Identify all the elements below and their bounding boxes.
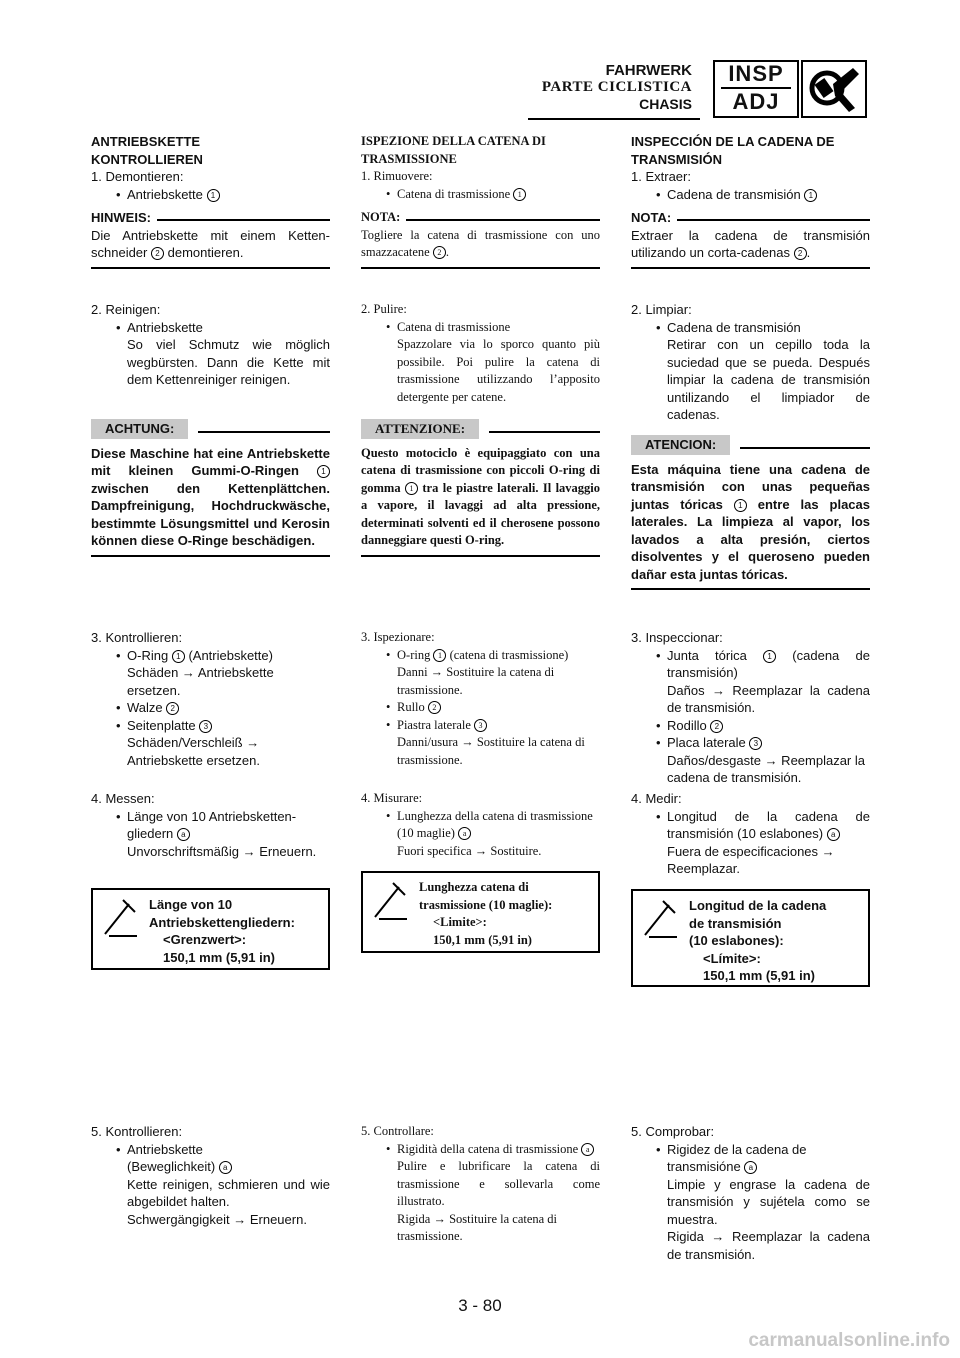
watermark: carmanualsonline.info <box>748 1330 950 1351</box>
wrench-icon <box>801 60 867 118</box>
text: Extraer la cadena de transmisión utilizando un corta-cadenas <box>631 227 870 260</box>
text: 2 <box>433 246 446 259</box>
text: Rullo <box>397 700 425 714</box>
list-item <box>361 808 600 843</box>
text: demontieren. <box>167 245 244 260</box>
text: 1 <box>405 482 418 495</box>
step-3: 3. Inspeccionar: <box>631 630 723 645</box>
text: (Antriebskette) <box>188 647 273 663</box>
list-item: • Antriebskette <box>91 319 330 337</box>
text: Länge von 10 <box>149 897 233 912</box>
insp-adj-badge <box>713 60 799 118</box>
list-item: • Catena di trasmissione <box>361 319 600 337</box>
step-3: 3. Kontrollieren: <box>91 630 183 645</box>
step-4: 4. Messen: <box>91 791 155 806</box>
badge-top-text: INSP <box>728 61 784 86</box>
text: (catena di trasmissione) <box>449 647 569 662</box>
caliper-icon <box>369 879 413 923</box>
list-item <box>361 1141 600 1159</box>
section-heading: ISPEZIONE DELLA CATENA DI <box>361 134 546 148</box>
step-1: 1. Demontieren: <box>91 169 184 184</box>
text: Rigida → Reemplazar la cadena de transmisión. <box>667 1229 870 1262</box>
text: Daños/desgaste → Reemplazar la cadena de transmisión. <box>667 752 865 785</box>
step-1: 1. Extraer: <box>631 169 691 184</box>
step-text: Spazzolare via lo sporco quanto più possibile. Poi pulire la catena di trasmissione utilizzando l’apposito detergente per catene. <box>397 337 600 404</box>
text: Fuori specifica → Sostituire. <box>397 843 542 858</box>
text: 1 <box>172 650 185 663</box>
text: Cadena de transmisión <box>667 186 801 202</box>
step-2: 2. Pulire: <box>361 302 407 316</box>
text: 3 <box>474 719 487 732</box>
spec-box <box>91 888 330 970</box>
text: . <box>445 245 449 259</box>
step-text: Kette reinigen, schmieren und wie abgebildet halten. <box>127 1176 330 1209</box>
text: entre las placas laterales. La limpieza al vapor, los lavados a alta presión, ciertos disolventes y el queroseno pueden dañar esta juntas tóricas. <box>631 496 870 582</box>
text: Diese Maschine hat eine Antriebskette mit kleinen Gummi-O-Ringen <box>91 445 330 478</box>
text: Piastra laterale <box>397 717 471 732</box>
section-heading: ANTRIEBSKETTE <box>91 134 201 149</box>
text: Rigidità della catena di trasmissione <box>397 1141 579 1156</box>
text: Antriebskettengliedern: <box>149 914 295 930</box>
list-item <box>91 186 330 204</box>
step-1: 1. Rimuovere: <box>361 169 433 183</box>
callout-marker: 1 <box>317 465 330 478</box>
callout-marker: 2 <box>151 247 164 260</box>
list-item <box>631 717 870 735</box>
text: zwischen den Kettenplättchen. Dampfreinigung, Hochdruckwäsche, bestimmte Lösungsmittel und Kerosin können diese O-Ringe beschädigen. <box>91 480 330 548</box>
text: a <box>458 827 471 840</box>
text: Walze <box>127 700 163 715</box>
caliper-icon <box>639 897 683 941</box>
text: Limpie y engrase la cadena de transmisión y sujétela como se muestra. <box>667 1176 870 1227</box>
text: Antriebskette <box>127 186 203 202</box>
step-text: Retirar con un cepillo toda la suciedad que se pueda. Después limpiar la cadena de transmisión untilizando el limpiador de cadenas. <box>667 337 870 422</box>
step-4: 4. Misurare: <box>361 791 423 805</box>
text: <Límite>: <box>703 950 761 966</box>
text: O-Ring <box>127 647 169 663</box>
text: trasmissione (10 maglie): <box>419 897 553 912</box>
text: 3 <box>749 737 762 750</box>
text: Questo motociclo è equipaggiato con una catena di trasmissione con piccoli O-ring di gomma <box>361 445 600 495</box>
text: schneider <box>91 245 148 260</box>
text: Seitenplatte <box>127 717 196 733</box>
chapter-title-it: PARTE CICLISTICA <box>541 79 692 95</box>
section-heading: INSPECCIÓN DE LA CADENA DE <box>631 134 835 149</box>
text: Junta tórica <box>667 647 747 663</box>
text: <Limite>: <box>433 915 487 929</box>
text: 2 <box>428 701 441 714</box>
text: 3 <box>199 720 212 733</box>
badge-bottom-text: ADJ <box>732 89 780 114</box>
list-item <box>361 186 600 204</box>
list-item <box>631 647 870 682</box>
section-heading: KONTROLLIEREN <box>91 151 203 167</box>
text: (cadena de transmisión) <box>667 647 870 680</box>
chapter-titles <box>542 62 692 113</box>
text: 1 <box>763 650 776 663</box>
text: a <box>219 1161 232 1174</box>
note-label: HINWEIS: <box>91 210 151 225</box>
text: Die Antriebskette mit einem Ketten- <box>91 227 330 243</box>
text: Länge von 10 Antriebsketten-gliedern <box>127 808 297 841</box>
text: (10 eslabones): <box>689 933 784 948</box>
text: de transmisión <box>689 915 782 931</box>
list-item <box>361 647 600 665</box>
list-item <box>91 647 330 665</box>
step-text: Schäden/Verschleiß → Antriebskette ersetzen. <box>127 735 260 768</box>
text: . <box>806 245 811 260</box>
text: (Beweglichkeit) <box>127 1159 216 1174</box>
text: Longitud de la cadena <box>689 898 827 913</box>
list-item: • Antriebskette <box>91 1141 330 1159</box>
list-item <box>361 717 600 735</box>
warning-box <box>631 435 870 590</box>
text: Esta máquina tiene una cadena de transmisión con unas pequeñas juntas tóricas <box>631 461 870 512</box>
list-item <box>631 808 870 843</box>
text: 1 <box>804 189 817 202</box>
step-text: So viel Schmutz wie möglich wegbürsten. Dann die Kette mit dem Kettenreiniger reinigen. <box>127 337 330 387</box>
text: a <box>177 828 190 841</box>
step-5: 5. Controllare: <box>361 1124 434 1138</box>
text: NOTA: <box>361 210 401 224</box>
spec-box <box>361 871 600 953</box>
text: 1 <box>433 649 446 662</box>
step-2: 2. Limpiar: <box>631 302 692 317</box>
text: a <box>827 828 840 841</box>
text: 2 <box>710 720 723 733</box>
text: Danni → Sostituire la catena di trasmissione. <box>397 665 555 697</box>
warning-label: ACHTUNG: <box>91 419 188 439</box>
text: 1 <box>513 188 526 201</box>
text: tra le piastre laterali. Il lavaggio a vapore, il lavaggi ad alta pressione, determinati solventi ed il cherosene possono danneggiare questi O-ring. <box>361 480 601 547</box>
list-item <box>361 699 600 717</box>
text: Catena di trasmissione <box>397 186 511 201</box>
spec-box <box>631 889 870 987</box>
warning-box <box>91 419 330 557</box>
section-heading: TRANSMISIÓN <box>631 151 722 167</box>
header-rule <box>528 118 700 120</box>
list-item <box>91 808 330 843</box>
text: Lunghezza della catena di trasmissione (10 maglie) <box>397 808 593 840</box>
chapter-title-es: CHASIS <box>639 96 692 112</box>
list-item: • Cadena de transmisión <box>631 319 870 337</box>
text: NOTA: <box>631 210 672 225</box>
list-item <box>91 717 330 735</box>
text: <Grenzwert>: <box>163 932 247 947</box>
list-item <box>91 699 330 717</box>
text: Fuera de especificaciones → Reemplazar. <box>667 843 835 876</box>
step-5: 5. Kontrollieren: <box>91 1124 183 1139</box>
step-text: Unvorschriftsmäßig → Erneuern. <box>127 843 317 859</box>
list-item <box>631 734 870 752</box>
text: 150,1 mm (5,91 in) <box>703 968 815 983</box>
text: Rigidez de la cadena de transmisióne <box>667 1141 807 1174</box>
section-heading: TRASMISSIONE <box>361 151 457 166</box>
note-box <box>631 209 870 269</box>
text: Rodillo <box>667 717 707 733</box>
step-2: 2. Reinigen: <box>91 302 161 317</box>
chapter-title-de: FAHRWERK <box>605 62 692 79</box>
step-3: 3. Ispezionare: <box>361 630 435 644</box>
step-5: 5. Comprobar: <box>631 1124 715 1139</box>
text: 150,1 mm (5,91 in) <box>433 932 532 947</box>
column-german <box>91 133 330 1227</box>
column-italian <box>361 133 601 1243</box>
text: Placa laterale <box>667 735 746 750</box>
text: Togliere la catena di trasmissione con uno smazzacatene <box>361 227 600 259</box>
text: O-ring <box>397 647 431 662</box>
text: a <box>744 1161 757 1174</box>
text: 1 <box>734 499 747 512</box>
list-item <box>631 186 870 204</box>
caliper-icon <box>99 896 143 940</box>
list-item <box>631 1141 870 1176</box>
column-spanish <box>631 133 870 1262</box>
text: 150,1 mm (5,91 in) <box>163 949 275 965</box>
text: 2 <box>794 247 807 260</box>
text: Longitud de la cadena de transmisión (10 eslabones) <box>667 808 870 841</box>
warning-box <box>361 419 600 557</box>
step-text: Schwergängigkeit → Erneuern. <box>127 1211 307 1227</box>
text: Danni/usura → Sostituire la catena di trasmissione. <box>397 735 585 767</box>
page-number: 3 - 80 <box>458 1296 502 1315</box>
text: ATTENZIONE: <box>361 419 479 439</box>
step-text: Schäden → Antriebskette ersetzen. <box>127 665 274 698</box>
text: a <box>581 1143 594 1156</box>
note-box <box>91 209 330 269</box>
text: Pulire e lubrificare la catena di trasmissione e sollevarla come illustrato. <box>397 1159 600 1208</box>
note-box <box>361 209 600 269</box>
text: Rigida → Sostituire la catena di trasmissione. <box>397 1211 558 1243</box>
text: Lunghezza catena di <box>419 880 529 894</box>
text: ATENCION: <box>631 435 730 455</box>
text: Daños → Reemplazar la cadena de transmisión. <box>667 682 870 715</box>
callout-marker: 1 <box>207 189 220 202</box>
step-4: 4. Medir: <box>631 791 682 806</box>
text: 2 <box>166 702 179 715</box>
